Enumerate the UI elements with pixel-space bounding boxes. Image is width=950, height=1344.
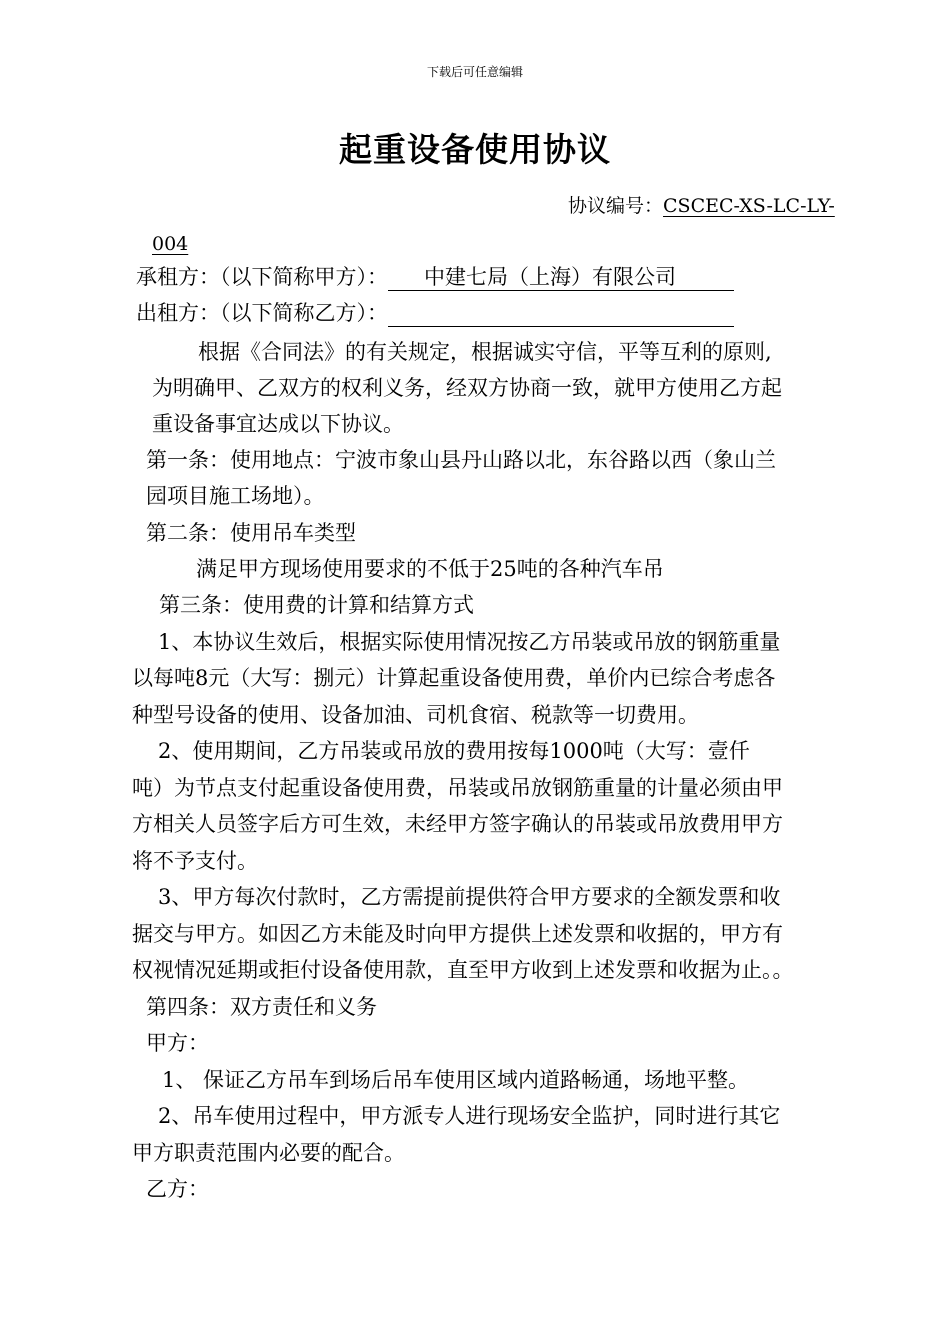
article-2-body: 满足甲方现场使用要求的不低于25吨的各种汽车吊: [196, 557, 664, 581]
article-3-item-1-line-1: 1、本协议生效后，根据实际使用情况按乙方吊装或吊放的钢筋重量: [158, 630, 781, 654]
party-a-duties-label: 甲方：: [146, 1031, 209, 1055]
party-b-name-field: [388, 302, 734, 327]
article-1-line-1: 第一条：使用地点：宁波市象山县丹山路以北，东谷路以西（象山兰: [146, 448, 776, 472]
page-header: 下载后可任意编辑: [426, 65, 523, 79]
party-a-duty-2-line-2: 甲方职责范围内必要的配合。: [132, 1141, 405, 1165]
party-b-label: 出租方：（以下简称乙方）：: [136, 301, 388, 325]
party-b-duties-label: 乙方：: [146, 1177, 209, 1201]
agreement-number-value: CSCEC-XS-LC-LY-: [663, 195, 835, 217]
party-a-duty-1: 1、 保证乙方吊车到场后吊车使用区域内道路畅通，场地平整。: [162, 1068, 750, 1092]
article-4-heading: 第四条：双方责任和义务: [146, 995, 377, 1019]
party-a-name-field: [388, 264, 734, 291]
article-3-item-3-line-2: 据交与甲方。如因乙方未能及时向甲方提供上述发票和收据的，甲方有: [132, 922, 783, 946]
article-3-item-3-line-3: 权视情况延期或拒付设备使用款，直至甲方收到上述发票和收据为止。。: [132, 958, 794, 982]
article-3-item-2-line-4: 将不予支付。: [132, 849, 258, 873]
preamble-line-1: 根据《合同法》的有关规定，根据诚实守信，平等互利的原则,: [198, 340, 772, 364]
agreement-number-label: 协议编号：: [568, 195, 664, 217]
party-a-line: [136, 263, 734, 291]
article-3-item-1-line-3: 种型号设备的使用、设备加油、司机食宿、税款等一切费用。: [132, 703, 699, 727]
party-b-line: [136, 299, 734, 327]
party-a-name: 中建七局（上海）有限公司: [424, 265, 676, 289]
document-title: 起重设备使用协议: [339, 130, 611, 169]
agreement-number: [568, 192, 835, 220]
article-3-item-2-line-3: 方相关人员签字后方可生效，未经甲方签字确认的吊装或吊放费用甲方: [132, 812, 783, 836]
preamble-line-2: 为明确甲、乙双方的权利义务，经双方协商一致，就甲方使用乙方起: [152, 376, 782, 400]
party-a-duty-2-line-1: 2、吊车使用过程中，甲方派专人进行现场安全监护，同时进行其它: [158, 1104, 781, 1128]
preamble-line-3: 重设备事宜达成以下协议。: [152, 412, 404, 436]
article-1-line-2: 园项目施工场地）。: [146, 484, 325, 508]
agreement-number-continued: 004: [152, 233, 189, 255]
party-a-label: 承租方：（以下简称甲方）：: [136, 265, 388, 289]
article-3-item-2-line-2: 吨）为节点支付起重设备使用费，吊装或吊放钢筋重量的计量必须由甲: [132, 776, 783, 800]
article-2-heading: 第二条：使用吊车类型: [146, 521, 356, 545]
article-3-item-3-line-1: 3、甲方每次付款时，乙方需提前提供符合甲方要求的全额发票和收: [158, 885, 781, 909]
article-3-heading: 第三条：使用费的计算和结算方式: [159, 593, 474, 617]
article-3-item-1-line-2: 以每吨8元（大写：捌元）计算起重设备使用费，单价内已综合考虑各: [132, 666, 776, 690]
article-3-item-2-line-1: 2、使用期间，乙方吊装或吊放的费用按每1000吨（大写：壹仟: [158, 739, 750, 763]
